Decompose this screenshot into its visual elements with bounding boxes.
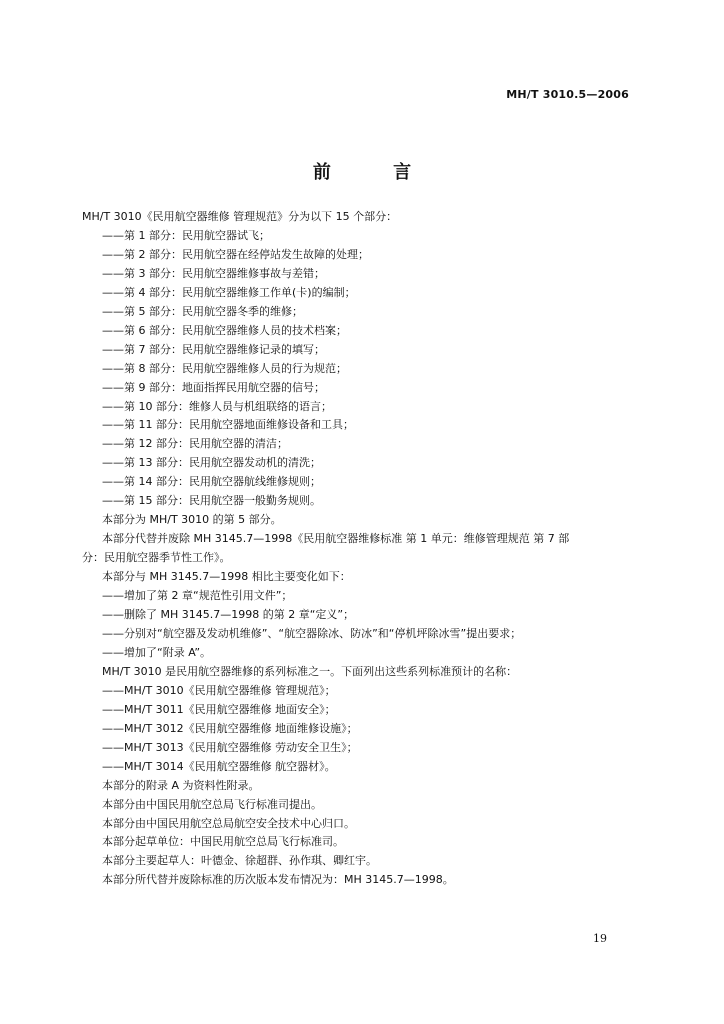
text-line: ——第 1 部分：民用航空器试飞； <box>102 228 270 242</box>
text-line: ——MH/T 3011《民用航空器维修 地面安全》； <box>102 702 336 716</box>
text-line: ——增加了第 2 章“规范性引用文件”； <box>102 589 293 603</box>
text-line: MH/T 3010《民用航空器维修 管理规范》分为以下 15 个部分： <box>82 210 398 223</box>
text-line: 本部分主要起草人：叶德金、徐超群、孙作琪、卿红宇。 <box>102 854 377 868</box>
document-code: MH/T 3010.5—2006 <box>506 88 629 101</box>
page-number: 19 <box>593 932 607 945</box>
text-line: ——分别对“航空器及发动机维修”、“航空器除冰、防冰”和“停机坪除冰雪”提出要求； <box>102 626 522 640</box>
text-line: ——第 12 部分：民用航空器的清洁； <box>102 437 288 451</box>
text-line: ——第 14 部分：民用航空器航线维修规则； <box>102 475 321 489</box>
text-line: 本部分由中国民用航空总局飞行标准司提出。 <box>102 797 322 811</box>
text-line: ——第 5 部分：民用航空器冬季的维修； <box>102 304 303 318</box>
text-line: ——MH/T 3010《民用航空器维修 管理规范》； <box>102 683 336 697</box>
text-line: ——第 3 部分：民用航空器维修事故与差错； <box>102 266 325 280</box>
text-line: ——第 2 部分：民用航空器在经停站发生故障的处理； <box>102 247 369 261</box>
text-line: ——第 4 部分：民用航空器维修工作单(卡)的编制； <box>102 285 356 299</box>
text-line: ——第 15 部分：民用航空器一般勤务规则。 <box>102 494 321 508</box>
page-title: 前 言 <box>312 162 440 183</box>
text-line: ——MH/T 3013《民用航空器维修 劳动安全卫生》； <box>102 740 358 754</box>
text-line: ——第 9 部分：地面指挥民用航空器的信号； <box>102 380 325 394</box>
text-line: ——删除了 MH 3145.7—1998 的第 2 章“定义”； <box>102 608 355 622</box>
text-line: ——第 13 部分：民用航空器发动机的清洗； <box>102 456 321 470</box>
text-line: ——第 11 部分：民用航空器地面维修设备和工具； <box>102 418 354 432</box>
text-line: ——第 10 部分：维修人员与机组联络的语言； <box>102 399 332 413</box>
text-line: 本部分所代替并废除标准的历次版本发布情况为：MH 3145.7—1998。 <box>102 873 454 887</box>
text-line: 本部分的附录 A 为资料性附录。 <box>102 778 260 792</box>
text-line: 本部分由中国民用航空总局航空安全技术中心归口。 <box>102 816 355 830</box>
document-body <box>82 208 642 890</box>
text-line: ——第 7 部分：民用航空器维修记录的填写； <box>102 342 325 356</box>
text-line: 本部分起草单位：中国民用航空总局飞行标准司。 <box>102 835 344 849</box>
text-line: ——MH/T 3014《民用航空器维修 航空器材》。 <box>102 759 336 773</box>
text-line: MH/T 3010 是民用航空器维修的系列标准之一。下面列出这些系列标准预计的名称： <box>102 664 518 678</box>
text-line: 本部分为 MH/T 3010 的第 5 部分。 <box>102 513 282 527</box>
text-line: 本部分与 MH 3145.7—1998 相比主要变化如下： <box>102 570 351 584</box>
text-line: 分：民用航空器季节性工作》。 <box>82 551 231 565</box>
text-line: ——第 6 部分：民用航空器维修人员的技术档案； <box>102 323 347 337</box>
text-line: ——第 8 部分：民用航空器维修人员的行为规范； <box>102 361 347 375</box>
text-line: ——增加了“附录 A”。 <box>102 645 212 659</box>
text-line: 本部分代替并废除 MH 3145.7—1998《民用航空器维修标准 第 1 单元：维修管理规范 第 7 部 <box>102 532 570 546</box>
text-line: ——MH/T 3012《民用航空器维修 地面维修设施》； <box>102 721 358 735</box>
